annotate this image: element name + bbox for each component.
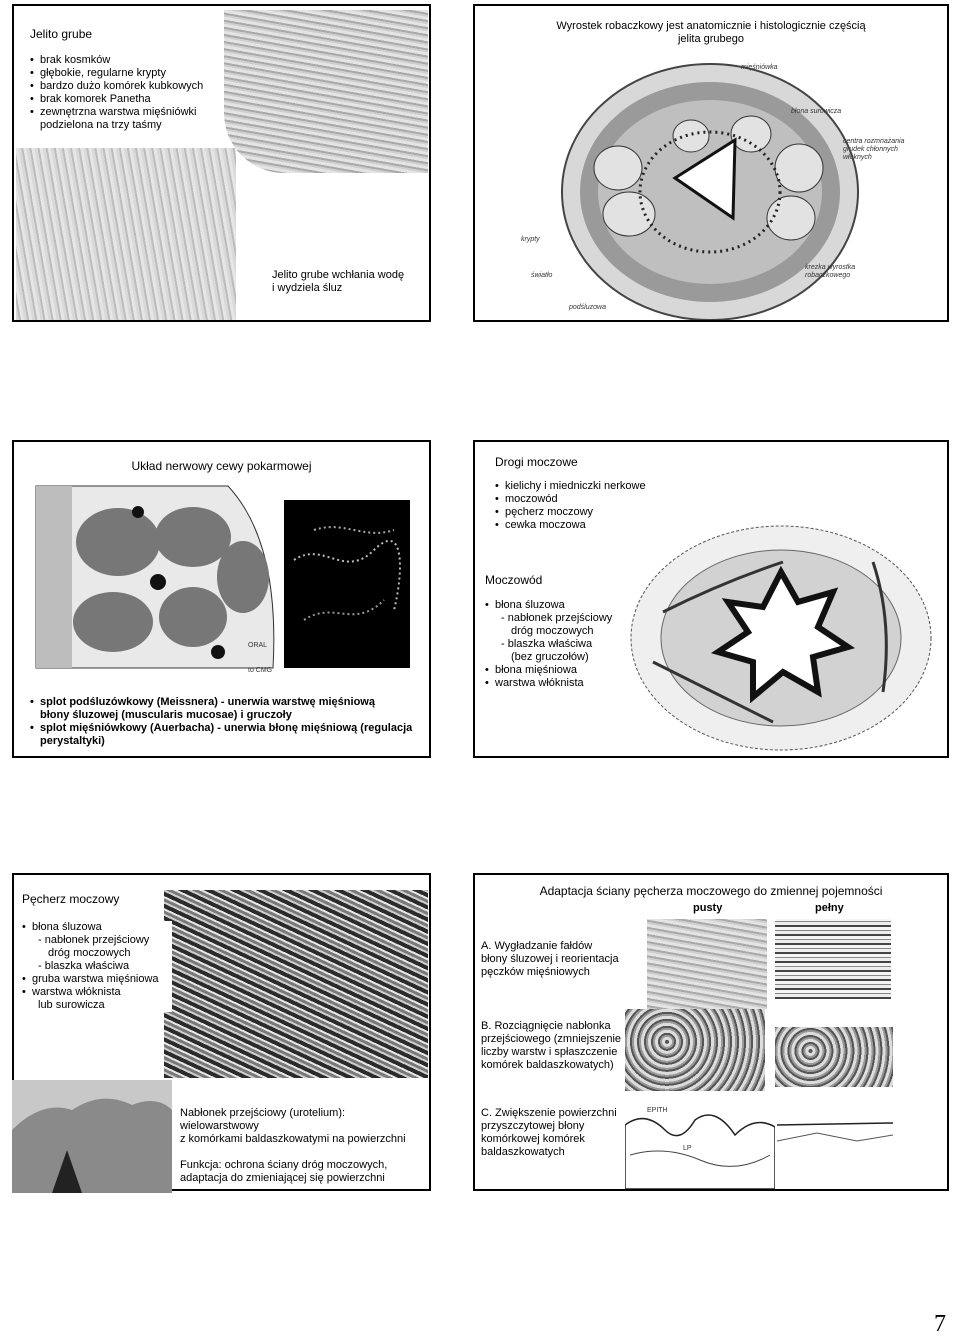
caption-line: Nabłonek przejściowy (urotelium): bbox=[180, 1107, 346, 1119]
bladder-layers-list bbox=[22, 921, 172, 1012]
slide-title: Drogi moczowe bbox=[495, 455, 578, 469]
text-line: komórek baldaszkowatych) bbox=[481, 1059, 614, 1071]
label-line: krezka wyrostka bbox=[805, 264, 856, 271]
list-item: • zewnętrzna warstwa mięśniówki podzielona na trzy taśmy bbox=[30, 106, 230, 132]
list-item: • gruba warstwa mięśniowa bbox=[22, 973, 172, 986]
ureter-cross-section-image bbox=[623, 522, 939, 754]
caption-line: wielowarstwowy bbox=[180, 1120, 259, 1132]
label-swiatlo: światło bbox=[531, 272, 553, 279]
smooth-mucosa-image-full bbox=[775, 919, 891, 999]
list-item: • kielichy i miedniczki nerkowe bbox=[495, 480, 695, 493]
list-item: dróg moczowych bbox=[511, 625, 594, 637]
caption-line: Jelito grube wchłania wodę bbox=[272, 269, 405, 281]
slide-title: Pęcherz moczowy bbox=[22, 892, 120, 906]
list-item: • brak kosmków bbox=[30, 54, 230, 67]
urothelium-pattern bbox=[12, 1080, 172, 1193]
page-number: 7 bbox=[934, 1311, 946, 1337]
list-item: • moczowód bbox=[495, 493, 695, 506]
list-item: dróg moczowych bbox=[48, 947, 131, 959]
label-podsluzowa: podśluzowa bbox=[569, 304, 606, 311]
caption-line: i wydziela śluz bbox=[272, 282, 343, 294]
ureter-layers-list bbox=[485, 599, 635, 690]
text-line: pęczków mięśniowych bbox=[481, 966, 590, 978]
list-item: • błona śluzowa bbox=[22, 921, 172, 934]
list-item: • splot podśluzówkowy (Meissnera) - unerwia warstwę mięśniową bbox=[30, 696, 425, 709]
fluorescence-pattern bbox=[284, 500, 410, 668]
list-item: - nabłonek przejściowy bbox=[38, 934, 150, 946]
subtitle: Moczowód bbox=[485, 573, 543, 587]
list-item: • błona śluzowa bbox=[485, 599, 635, 612]
urothelium-caption bbox=[180, 1107, 406, 1146]
list-item: błony śluzowej (muscularis mucosae) i gruczoły bbox=[40, 709, 292, 721]
text-line: A. Wygładzanie fałdów bbox=[481, 940, 593, 952]
list-item: - blaszka właściwa bbox=[38, 960, 130, 972]
column-label-empty: pusty bbox=[693, 902, 723, 914]
cell-membrane-diagram-full bbox=[777, 1111, 893, 1161]
label-line: grudek chłonnych bbox=[843, 146, 898, 153]
list-item: • warstwa włóknista bbox=[485, 677, 635, 690]
bladder-wall-histology-image bbox=[164, 890, 428, 1078]
list-item: - nabłonek przejściowy bbox=[501, 612, 613, 624]
epithelium-image-empty bbox=[625, 1009, 765, 1091]
list-item: • warstwa włóknista bbox=[22, 986, 172, 999]
list-item: • pęcherz moczowy bbox=[495, 506, 695, 519]
list-item: • błona mięśniowa bbox=[485, 664, 635, 677]
slide-pecherz-moczowy bbox=[12, 873, 431, 1191]
label-krezka bbox=[805, 264, 855, 280]
label-krypty: krypty bbox=[521, 236, 540, 243]
slide-title: Adaptacja ściany pęcherza moczowego do zmiennej pojemności bbox=[539, 884, 883, 898]
list-item: lub surowicza bbox=[38, 999, 105, 1011]
text-line: komórkowej komórek bbox=[481, 1133, 585, 1145]
slide-drogi-moczowe bbox=[473, 440, 949, 758]
section-a-text bbox=[481, 940, 619, 979]
label-centra bbox=[843, 138, 904, 162]
slide-wyrostek bbox=[473, 4, 949, 322]
label-line: włóknych bbox=[843, 154, 872, 161]
list-item: • brak komorek Panetha bbox=[30, 93, 230, 106]
list-item: • cewka moczowa bbox=[495, 519, 695, 532]
slide-adaptacja bbox=[473, 873, 949, 1191]
list-item: perystaltyki) bbox=[40, 735, 105, 747]
cell-membrane-diagram-empty bbox=[625, 1105, 775, 1189]
list-item: • głębokie, regularne krypty bbox=[30, 67, 230, 80]
label-miesniowka: mięśniówka bbox=[741, 64, 778, 71]
section-c-text bbox=[481, 1107, 617, 1159]
text-line: C. Zwiększenie powierzchni bbox=[481, 1107, 617, 1119]
caption-line: z komórkami baldaszkowatymi na powierzchni bbox=[180, 1133, 406, 1145]
slide-title bbox=[475, 20, 947, 46]
histology-image-colon-top bbox=[224, 10, 428, 173]
label-blona-surowicza: błona surowicza bbox=[791, 108, 842, 115]
label-oral: ORAL bbox=[248, 642, 268, 649]
label-to-cmg: to CMG bbox=[248, 667, 273, 674]
label-lp: LP bbox=[683, 1145, 692, 1152]
caption-line: Funkcja: ochrona ściany dróg moczowych, bbox=[180, 1159, 388, 1171]
label-line: centra rozmnażania bbox=[843, 138, 905, 145]
title-line: Wyrostek robaczkowy jest anatomicznie i histologicznie częścią bbox=[556, 20, 866, 32]
list-item: - blaszka właściwa bbox=[501, 638, 593, 650]
list-item: • bardzo dużo komórek kubkowych bbox=[30, 80, 230, 93]
epithelium-image-full bbox=[775, 1027, 893, 1087]
title-line: jelita grubego bbox=[677, 33, 745, 45]
fluorescence-nerve-image bbox=[284, 500, 410, 668]
plexus-list bbox=[30, 696, 425, 748]
label-line: robaczkowego bbox=[805, 272, 851, 279]
column-label-full: pełny bbox=[815, 902, 844, 914]
label-epith: EPITH bbox=[647, 1107, 668, 1114]
slide-title: Jelito grube bbox=[30, 27, 93, 41]
list-item: • splot mięśniówkowy (Auerbacha) - unerwia błonę mięśniową (regulacja bbox=[30, 722, 425, 735]
slide-jelito-grube bbox=[12, 4, 431, 322]
slide-uklad-nerwowy bbox=[12, 440, 431, 758]
text-line: przyszczytowej błony bbox=[481, 1120, 585, 1132]
text-line: przejściowego (zmniejszenie bbox=[481, 1033, 622, 1045]
function-caption bbox=[180, 1159, 387, 1185]
histology-image-colon-left bbox=[16, 148, 236, 320]
text-line: błony śluzowej i reorientacja bbox=[481, 953, 619, 965]
caption bbox=[272, 269, 404, 295]
list-item: (bez gruczołów) bbox=[511, 651, 589, 663]
slide-title: Układ nerwowy cewy pokarmowej bbox=[131, 459, 312, 473]
feature-list bbox=[30, 54, 230, 132]
text-line: liczby warstw i spłaszczenie bbox=[481, 1046, 618, 1058]
enteric-nervous-system-diagram bbox=[18, 482, 280, 672]
text-line: B. Rozciągnięcie nabłonka bbox=[481, 1020, 611, 1032]
caption-line: adaptacja do zmieniającej się powierzchni bbox=[180, 1172, 385, 1184]
text-line: baldaszkowatych bbox=[481, 1146, 565, 1158]
section-b-text bbox=[481, 1020, 621, 1072]
urothelium-histology-image bbox=[12, 1080, 172, 1193]
folded-mucosa-image-empty bbox=[647, 919, 767, 1009]
